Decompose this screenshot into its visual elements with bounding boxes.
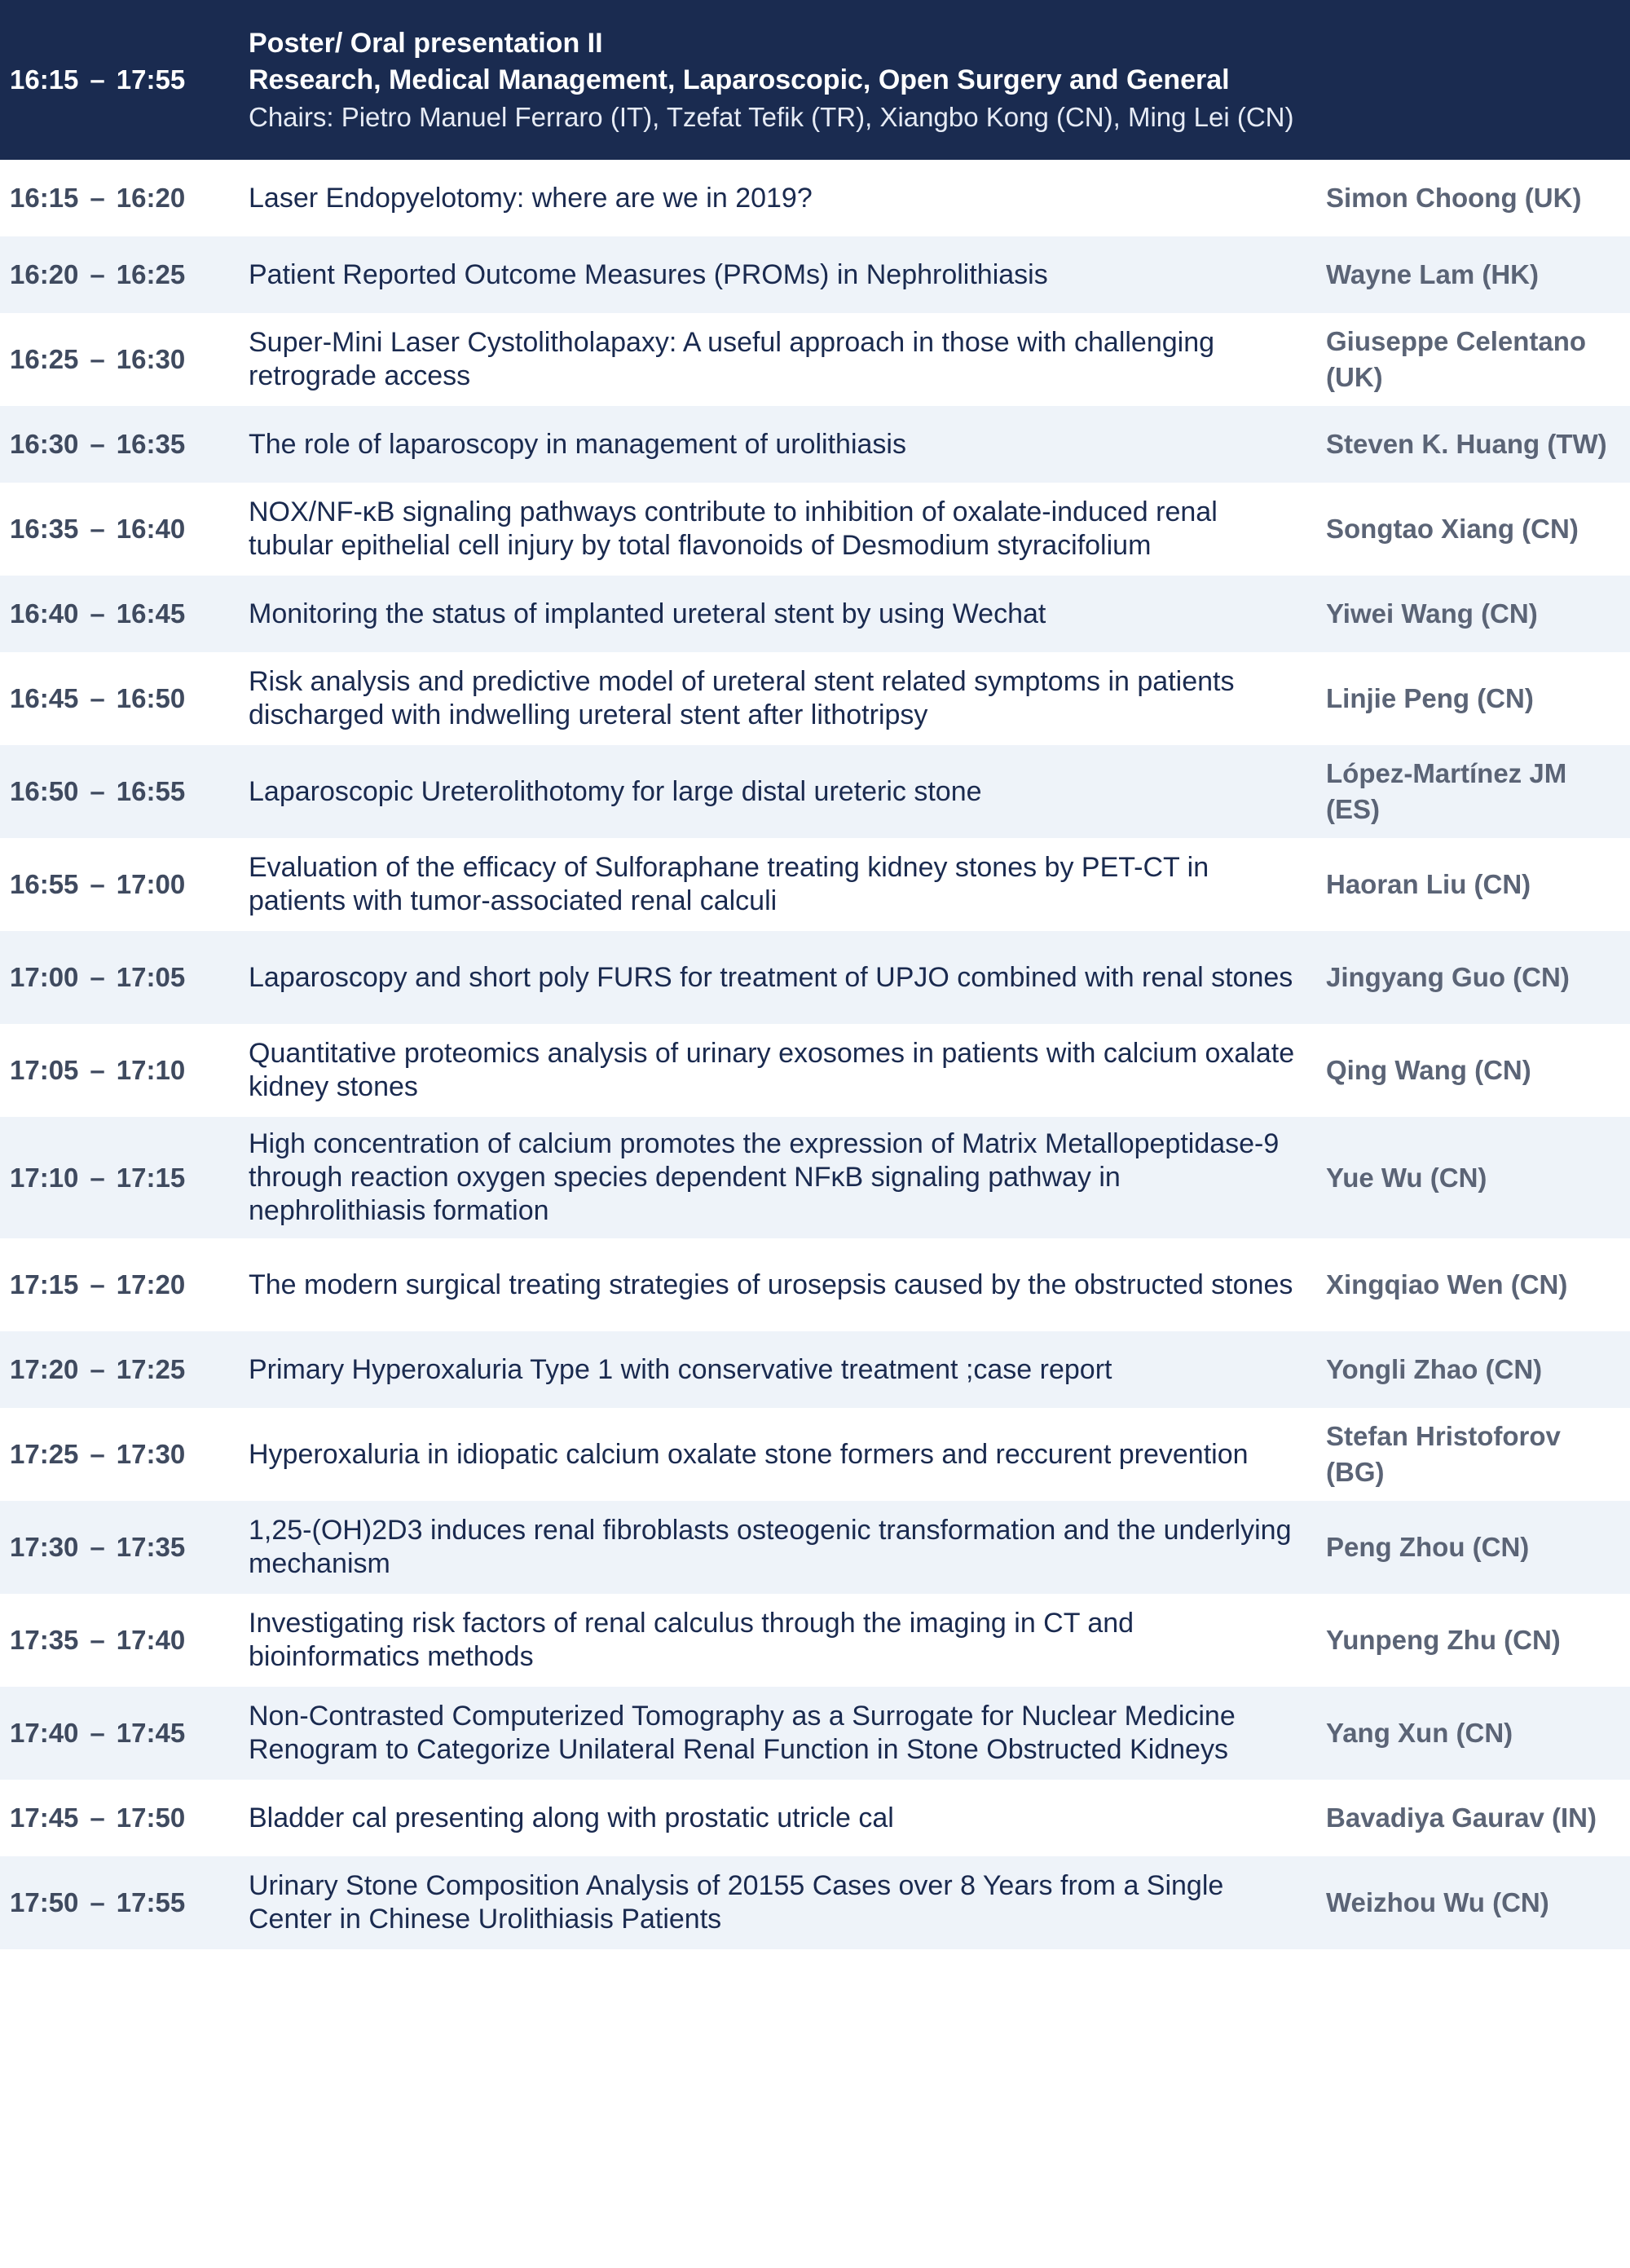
table-row (0, 931, 1630, 1024)
talk-time (0, 1594, 240, 1687)
session-topic: Research, Medical Management, Laparoscopic, Open Surgery and General (249, 64, 1230, 95)
table-row (0, 745, 1630, 838)
talk-end: 16:25 (116, 259, 186, 289)
talk-start: 17:40 (10, 1718, 79, 1748)
session-label: Poster/ Oral presentation II (249, 27, 603, 59)
time-separator: – (90, 64, 105, 95)
time-separator: – (90, 1532, 105, 1562)
talk-speaker: Linjie Peng (CN) (1324, 652, 1630, 745)
time-separator: – (90, 1055, 105, 1085)
talk-start: 17:45 (10, 1802, 79, 1833)
time-separator: – (90, 1802, 105, 1833)
talk-speaker: Jingyang Guo (CN) (1324, 931, 1630, 1024)
talk-speaker: Peng Zhou (CN) (1324, 1501, 1630, 1594)
session-header (0, 0, 1630, 160)
time-separator: – (90, 869, 105, 899)
talk-end: 17:05 (116, 962, 186, 992)
table-row (0, 838, 1630, 931)
talk-start: 17:00 (10, 962, 79, 992)
talk-title: Bladder cal presenting along with prostatic utricle cal (240, 1780, 1324, 1856)
table-row (0, 406, 1630, 483)
talk-title: Risk analysis and predictive model of ureteral stent related symptoms in patients discharged with indwelling ureteral stent after lithotripsy (240, 652, 1324, 745)
talk-speaker: López-Martínez JM (ES) (1324, 745, 1630, 838)
table-row (0, 1408, 1630, 1501)
talk-title: Patient Reported Outcome Measures (PROMs) in Nephrolithiasis (240, 236, 1324, 313)
session-time-range (0, 0, 240, 160)
talk-start: 16:15 (10, 183, 79, 213)
talk-title: Laparoscopy and short poly FURS for treatment of UPJO combined with renal stones (240, 931, 1324, 1024)
talk-title: 1,25-(OH)2D3 induces renal fibroblasts osteogenic transformation and the underlying mechanism (240, 1501, 1324, 1594)
talk-time (0, 1331, 240, 1408)
talk-end: 16:20 (116, 183, 186, 213)
talk-start: 16:20 (10, 259, 79, 289)
talk-end: 17:10 (116, 1055, 186, 1085)
talk-end: 17:40 (116, 1625, 186, 1655)
table-row (0, 1856, 1630, 1949)
talk-time (0, 483, 240, 576)
time-separator: – (90, 183, 105, 213)
talk-speaker: Qing Wang (CN) (1324, 1024, 1630, 1117)
talk-start: 17:25 (10, 1439, 79, 1469)
time-separator: – (90, 598, 105, 629)
talk-speaker: Wayne Lam (HK) (1324, 236, 1630, 313)
table-row (0, 1687, 1630, 1780)
talk-time (0, 745, 240, 838)
talk-start: 16:30 (10, 429, 79, 459)
talk-speaker: Yue Wu (CN) (1324, 1117, 1630, 1238)
talk-end: 16:45 (116, 598, 186, 629)
talk-end: 17:15 (116, 1162, 186, 1193)
talk-end: 16:50 (116, 683, 186, 713)
talk-time (0, 1408, 240, 1501)
time-separator: – (90, 514, 105, 544)
talk-start: 16:55 (10, 869, 79, 899)
talk-title: Laser Endopyelotomy: where are we in 2019? (240, 160, 1324, 236)
session-info (240, 0, 1630, 160)
talk-time (0, 838, 240, 931)
talk-end: 16:55 (116, 776, 186, 806)
talk-speaker: Bavadiya Gaurav (IN) (1324, 1780, 1630, 1856)
talk-time (0, 1856, 240, 1949)
talk-end: 16:30 (116, 344, 186, 374)
talk-title: Urinary Stone Composition Analysis of 20155 Cases over 8 Years from a Single Center in Chinese Urolithiasis Patients (240, 1856, 1324, 1949)
talk-title: Investigating risk factors of renal calculus through the imaging in CT and bioinformatics methods (240, 1594, 1324, 1687)
table-row (0, 576, 1630, 652)
session-time-start: 16:15 (10, 64, 79, 95)
talk-time (0, 406, 240, 483)
time-separator: – (90, 1625, 105, 1655)
talk-speaker: Yunpeng Zhu (CN) (1324, 1594, 1630, 1687)
talk-time (0, 236, 240, 313)
talk-speaker: Stefan Hristoforov (BG) (1324, 1408, 1630, 1501)
talk-title: Super-Mini Laser Cystolitholapaxy: A useful approach in those with challenging retrograde access (240, 313, 1324, 406)
table-row (0, 160, 1630, 236)
time-separator: – (90, 1354, 105, 1384)
talk-time (0, 1117, 240, 1238)
talk-end: 17:00 (116, 869, 186, 899)
talk-title: Monitoring the status of implanted ureteral stent by using Wechat (240, 576, 1324, 652)
talk-time (0, 1780, 240, 1856)
table-row (0, 652, 1630, 745)
table-row (0, 1331, 1630, 1408)
talk-start: 16:45 (10, 683, 79, 713)
talk-speaker: Giuseppe Celentano (UK) (1324, 313, 1630, 406)
talk-end: 17:50 (116, 1802, 186, 1833)
talk-start: 16:35 (10, 514, 79, 544)
talk-title: Laparoscopic Ureterolithotomy for large distal ureteric stone (240, 745, 1324, 838)
talk-start: 17:30 (10, 1532, 79, 1562)
time-separator: – (90, 1718, 105, 1748)
talk-end: 17:45 (116, 1718, 186, 1748)
time-separator: – (90, 962, 105, 992)
talk-start: 17:20 (10, 1354, 79, 1384)
talk-speaker: Weizhou Wu (CN) (1324, 1856, 1630, 1949)
talk-title: Evaluation of the efficacy of Sulforaphane treating kidney stones by PET-CT in patients with tumor-associated renal calculi (240, 838, 1324, 931)
talk-start: 17:50 (10, 1887, 79, 1917)
talk-time (0, 313, 240, 406)
talk-end: 17:55 (116, 1887, 186, 1917)
talk-start: 16:25 (10, 344, 79, 374)
talk-title: The modern surgical treating strategies of urosepsis caused by the obstructed stones (240, 1238, 1324, 1331)
time-separator: – (90, 1439, 105, 1469)
time-separator: – (90, 776, 105, 806)
talk-start: 17:15 (10, 1269, 79, 1299)
talk-time (0, 1687, 240, 1780)
talk-speaker: Yang Xun (CN) (1324, 1687, 1630, 1780)
talk-start: 16:40 (10, 598, 79, 629)
talk-end: 17:20 (116, 1269, 186, 1299)
time-separator: – (90, 429, 105, 459)
time-separator: – (90, 1887, 105, 1917)
talk-title: NOX/NF-κB signaling pathways contribute to inhibition of oxalate-induced renal tubular epithelial cell injury by total flavonoids of Desmodium styracifolium (240, 483, 1324, 576)
talk-speaker: Steven K. Huang (TW) (1324, 406, 1630, 483)
talk-start: 17:35 (10, 1625, 79, 1655)
talk-start: 17:10 (10, 1162, 79, 1193)
talk-time (0, 652, 240, 745)
talk-end: 17:25 (116, 1354, 186, 1384)
table-row (0, 1117, 1630, 1238)
talk-end: 16:35 (116, 429, 186, 459)
table-row (0, 313, 1630, 406)
talk-title: Hyperoxaluria in idiopatic calcium oxalate stone formers and reccurent prevention (240, 1408, 1324, 1501)
table-row (0, 1024, 1630, 1117)
time-separator: – (90, 1162, 105, 1193)
talk-start: 16:50 (10, 776, 79, 806)
session-time-end: 17:55 (116, 64, 186, 95)
table-row (0, 483, 1630, 576)
talk-time (0, 1238, 240, 1331)
time-separator: – (90, 259, 105, 289)
talk-end: 17:30 (116, 1439, 186, 1469)
table-row (0, 1594, 1630, 1687)
talk-time (0, 160, 240, 236)
talk-title: The role of laparoscopy in management of urolithiasis (240, 406, 1324, 483)
talk-time (0, 576, 240, 652)
talk-speaker: Haoran Liu (CN) (1324, 838, 1630, 931)
table-row (0, 1501, 1630, 1594)
talk-time (0, 1501, 240, 1594)
time-separator: – (90, 1269, 105, 1299)
talk-title: Non-Contrasted Computerized Tomography as a Surrogate for Nuclear Medicine Renogram to Categorize Unilateral Renal Function in Stone Obstructed Kidneys (240, 1687, 1324, 1780)
talk-time (0, 931, 240, 1024)
table-row (0, 1780, 1630, 1856)
time-separator: – (90, 683, 105, 713)
talk-speaker: Simon Choong (UK) (1324, 160, 1630, 236)
talk-start: 17:05 (10, 1055, 79, 1085)
time-separator: – (90, 344, 105, 374)
talk-title: Primary Hyperoxaluria Type 1 with conservative treatment ;case report (240, 1331, 1324, 1408)
talk-speaker: Songtao Xiang (CN) (1324, 483, 1630, 576)
talk-title: High concentration of calcium promotes the expression of Matrix Metallopeptidase-9 through reaction oxygen species dependent NFκB signaling pathway in nephrolithiasis formation (240, 1117, 1324, 1238)
talk-speaker: Yongli Zhao (CN) (1324, 1331, 1630, 1408)
talk-time (0, 1024, 240, 1117)
table-row (0, 1238, 1630, 1331)
table-row (0, 236, 1630, 313)
talk-end: 16:40 (116, 514, 186, 544)
talk-end: 17:35 (116, 1532, 186, 1562)
talk-speaker: Xingqiao Wen (CN) (1324, 1238, 1630, 1331)
talk-speaker: Yiwei Wang (CN) (1324, 576, 1630, 652)
talk-title: Quantitative proteomics analysis of urinary exosomes in patients with calcium oxalate kidney stones (240, 1024, 1324, 1117)
session-chairs: Chairs: Pietro Manuel Ferraro (IT), Tzefat Tefik (TR), Xiangbo Kong (CN), Ming Lei (CN) (249, 101, 1294, 132)
